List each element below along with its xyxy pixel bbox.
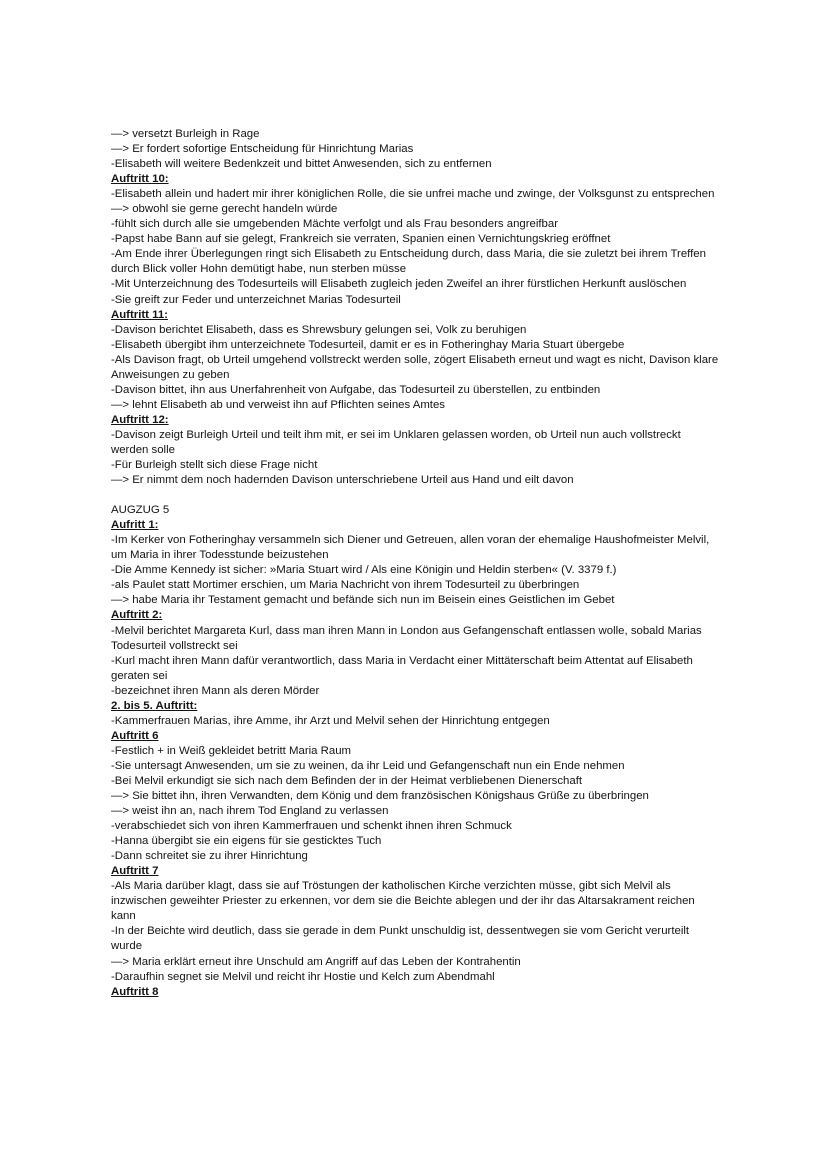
text-line: -Dann schreitet sie zu ihrer Hinrichtung <box>111 850 308 863</box>
text-line: -fühlt sich durch alle sie umgebenden Mächte verfolgt und als Frau besonders angreifbar <box>111 218 559 231</box>
text-line: -verabschiedet sich von ihren Kammerfrauen und schenkt ihnen ihren Schmuck <box>111 820 512 833</box>
text-line: AUGZUG 5 <box>111 504 170 517</box>
text-line: —> versetzt Burleigh in Rage <box>111 128 260 140</box>
text-line: —> Maria erklärt erneut ihre Unschuld am Angriff auf das Leben der Kontrahentin <box>111 955 521 968</box>
text-line: -Elisabeth will weitere Bedenkzeit und bittet Anwesenden, sich zu entfernen <box>111 158 492 171</box>
text-line: —> lehnt Elisabeth ab und verweist ihn auf Pflichten seines Amtes <box>111 398 445 411</box>
text-line: -Davison bittet, ihn aus Unerfahrenheit von Aufgabe, das Todesurteil zu überstellen, zu entbinden <box>111 383 601 396</box>
text-line: -Hanna übergibt sie ein eigens für sie gesticktes Tuch <box>111 835 382 848</box>
text-line: -In der Beichte wird deutlich, dass sie gerade in dem Punkt unschuldig ist, dessentwegen sie vom Gericht verurteilt wurde <box>111 925 693 953</box>
text-line: -Papst habe Bann auf sie gelegt, Frankreich sie verraten, Spanien einen Vernichtungskrieg eröffnet <box>111 233 611 246</box>
text-line: —> Sie bittet ihn, ihren Verwandten, dem König und dem französischen Königshaus Grüße zu überbringen <box>111 790 649 803</box>
document-body <box>111 127 721 1000</box>
section-heading: Auftritt 10: <box>111 173 169 186</box>
text-line: —> habe Maria ihr Testament gemacht und befände sich nun im Beisein eines Geistlichen im Gebet <box>111 594 615 607</box>
section-heading: Auftritt 7 <box>111 865 159 878</box>
text-line: —> Er fordert sofortige Entscheidung für Hinrichtung Marias <box>111 143 414 156</box>
text-line: -Sie untersagt Anwesenden, um sie zu weinen, da ihr Leid und Gefangenschaft nun ein Ende nehmen <box>111 759 625 772</box>
text-line: -Davison zeigt Burleigh Urteil und teilt ihm mit, er sei im Unklaren gelassen worden, ob Urteil nun auch vollstreckt werden solle <box>111 428 684 456</box>
text-line: -Kurl macht ihren Mann dafür verantwortlich, dass Maria in Verdacht einer Mittäterschaft beim Attentat auf Elisabeth geraten sei <box>111 654 697 682</box>
text-line: -Die Amme Kennedy ist sicher: »Maria Stuart wird / Als eine Königin und Heldin sterben« (V. 3379 f.) <box>111 564 617 577</box>
text-line: -Daraufhin segnet sie Melvil und reicht ihr Hostie und Kelch zum Abendmahl <box>111 970 495 983</box>
section-heading: Auftritt 8 <box>111 985 159 998</box>
text-line: —> Er nimmt dem noch hadernden Davison unterschriebene Urteil aus Hand und eilt davon <box>111 474 574 487</box>
section-heading: 2. bis 5. Auftritt: <box>111 699 198 712</box>
text-line: -Als Davison fragt, ob Urteil umgehend vollstreckt werden solle, zögert Elisabeth erneut und wagt es nicht, Davison klare Anweisungen zu geben <box>111 353 721 381</box>
text-line: -Für Burleigh stellt sich diese Frage nicht <box>111 459 318 472</box>
blank-line <box>111 488 721 503</box>
text-line: -als Paulet statt Mortimer erschien, um Maria Nachricht von ihrem Todesurteil zu überbringen <box>111 579 580 592</box>
text-line: -Mit Unterzeichnung des Todesurteils will Elisabeth zugleich jeden Zweifel an ihrer fürstlichen Herkunft auslöschen <box>111 278 687 291</box>
text-line: —> obwohl sie gerne gerecht handeln würde <box>111 203 338 216</box>
text-line: -Elisabeth übergibt ihm unterzeichnete Todesurteil, damit er es in Fotheringhay Maria Stuart übergebe <box>111 338 625 351</box>
text-line: -Kammerfrauen Marias, ihre Amme, ihr Arzt und Melvil sehen der Hinrichtung entgegen <box>111 714 550 727</box>
section-heading: Auftritt 2: <box>111 609 163 622</box>
text-line: -Im Kerker von Fotheringhay versammeln sich Diener und Getreuen, allen voran der ehemalige Haushofmeister Melvil, um Maria in ihrer Todesstunde beizustehen <box>111 534 713 562</box>
text-line: -Bei Melvil erkundigt sie sich nach dem Befinden der in der Heimat verbliebenen Dienerschaft <box>111 774 583 787</box>
text-line: -Als Maria darüber klagt, dass sie auf Tröstungen der katholischen Kirche verzichten müsse, gibt sich Melvil als inzwischen geweihter Priester zu erkennen, vor dem sie die Beichte ablegen und der ihr das Altarsakrament reichen kann <box>111 880 698 923</box>
text-line: -Davison berichtet Elisabeth, dass es Shrewsbury gelungen sei, Volk zu beruhigen <box>111 323 527 336</box>
text-line: —> weist ihn an, nach ihrem Tod England zu verlassen <box>111 805 389 818</box>
text-line: -Am Ende ihrer Überlegungen ringt sich Elisabeth zu Entscheidung durch, dass Maria, die sie zuletzt bei ihrem Treffen durch Blick voller Hohn demütigt habe, nun sterben müsse <box>111 248 710 276</box>
section-heading: Auftritt 12: <box>111 413 169 426</box>
text-line: -Sie greift zur Feder und unterzeichnet Marias Todesurteil <box>111 293 401 306</box>
text-line: -Festlich + in Weiß gekleidet betritt Maria Raum <box>111 744 352 757</box>
section-heading: Auftritt 11: <box>111 308 168 321</box>
text-line: -Melvil berichtet Margareta Kurl, dass man ihren Mann in London aus Gefangenschaft entlassen wolle, sobald Marias Todesurteil vollstreckt sei <box>111 624 705 652</box>
text-line: -Elisabeth allein und hadert mir ihrer königlichen Rolle, die sie unfrei mache und zwinge, der Volksgunst zu entsprechen <box>111 188 715 201</box>
text-line: -bezeichnet ihren Mann als deren Mörder <box>111 684 320 697</box>
section-heading: Auftritt 6 <box>111 729 159 742</box>
section-heading: Aufritt 1: <box>111 519 159 532</box>
